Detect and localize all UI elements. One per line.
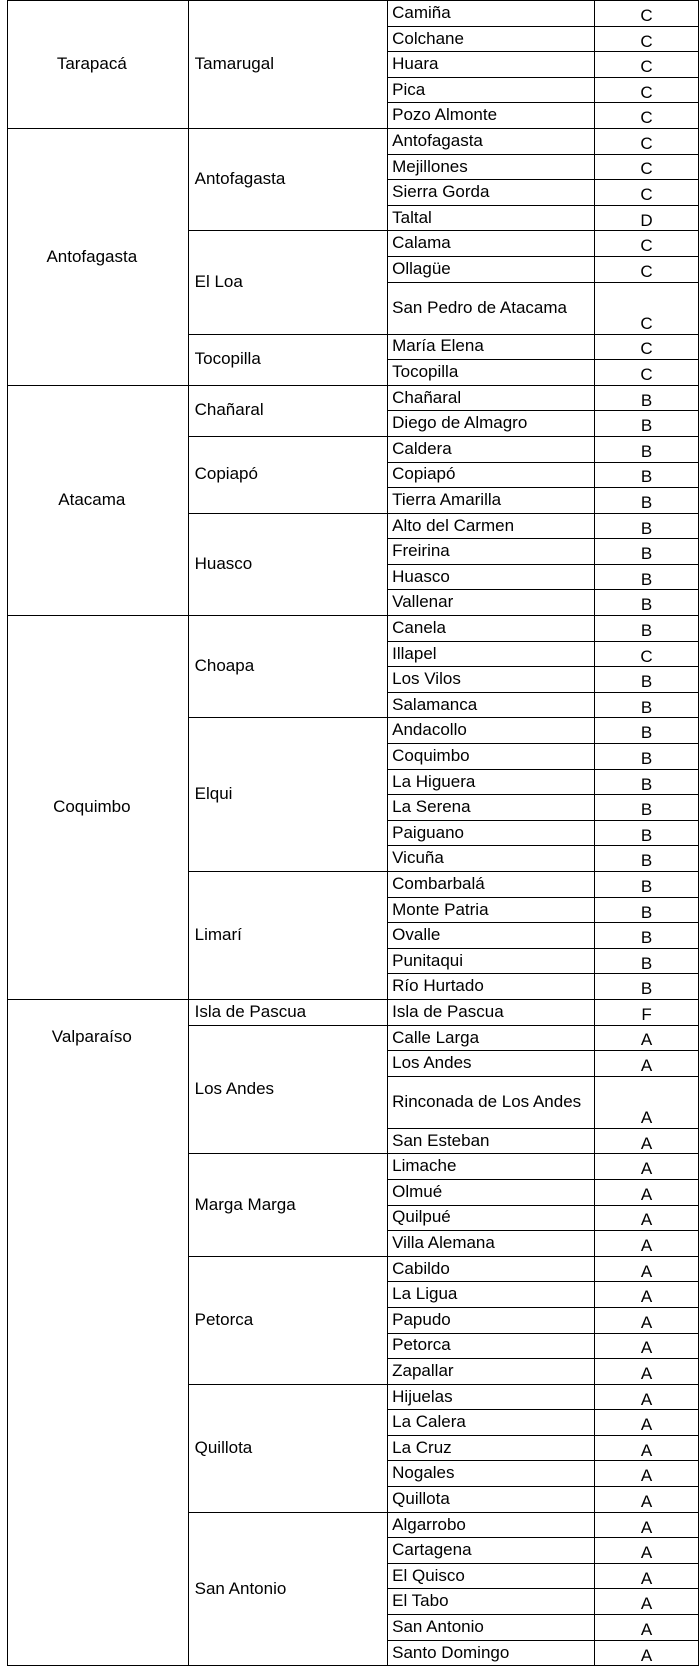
table-row <box>8 128 699 154</box>
commune-name: Los Andes <box>388 1051 595 1077</box>
province-name: Chañaral <box>194 400 264 420</box>
commune-name: Nogales <box>388 1461 595 1487</box>
zone-letter: B <box>595 948 699 974</box>
commune-name: Canela <box>388 616 595 642</box>
commune-name: La Ligua <box>388 1282 595 1308</box>
zone-letter: A <box>595 1076 699 1128</box>
province-name: Petorca <box>194 1309 254 1329</box>
commune-zone-table <box>7 0 699 1666</box>
commune-name: Algarrobo <box>388 1512 595 1538</box>
province-cell <box>188 1512 388 1666</box>
commune-name: Illapel <box>388 641 595 667</box>
zone-letter: A <box>595 1589 699 1615</box>
commune-name: San Pedro de Atacama <box>388 282 595 334</box>
province-name: Isla de Pascua <box>194 1001 307 1021</box>
zone-letter: B <box>595 462 699 488</box>
zone-letter: C <box>595 26 699 52</box>
province-cell <box>188 436 388 513</box>
commune-name: Salamanca <box>388 692 595 718</box>
zone-letter: C <box>595 103 699 129</box>
province-cell <box>188 334 388 385</box>
commune-name: Pozo Almonte <box>388 103 595 129</box>
zone-letter: A <box>595 1333 699 1359</box>
zone-letter: C <box>595 154 699 180</box>
commune-name: San Antonio <box>388 1615 595 1641</box>
province-name: Marga Marga <box>194 1194 296 1214</box>
zone-letter: A <box>595 1384 699 1410</box>
province-name: Limarí <box>194 925 242 945</box>
province-name: Los Andes <box>194 1079 275 1099</box>
zone-letter: C <box>595 52 699 78</box>
zone-letter: A <box>595 1231 699 1257</box>
commune-name: Mejillones <box>388 154 595 180</box>
region-cell <box>8 999 189 1665</box>
commune-name: Santo Domingo <box>388 1640 595 1666</box>
commune-name: Antofagasta <box>388 128 595 154</box>
province-name: Copiapó <box>194 464 258 484</box>
province-name: San Antonio <box>194 1578 287 1598</box>
commune-name: Isla de Pascua <box>388 999 595 1025</box>
commune-name: Huara <box>388 52 595 78</box>
province-name: Quillota <box>194 1437 253 1457</box>
region-cell <box>8 1 189 129</box>
province-cell <box>188 231 388 334</box>
region-cell <box>8 128 189 385</box>
zone-letter: C <box>595 256 699 282</box>
zone-letter: A <box>595 1563 699 1589</box>
zone-letter: A <box>595 1640 699 1666</box>
zone-letter: A <box>595 1435 699 1461</box>
commune-name: Coquimbo <box>388 744 595 770</box>
province-name: El Loa <box>194 272 243 292</box>
commune-name: Paiguano <box>388 820 595 846</box>
zone-letter: A <box>595 1615 699 1641</box>
commune-name: La Calera <box>388 1410 595 1436</box>
commune-name: Calle Larga <box>388 1025 595 1051</box>
zone-letter: B <box>595 590 699 616</box>
commune-name: Tierra Amarilla <box>388 488 595 514</box>
commune-name: Río Hurtado <box>388 974 595 1000</box>
province-name: Huasco <box>194 554 253 574</box>
commune-name: Papudo <box>388 1307 595 1333</box>
zone-letter: B <box>595 436 699 462</box>
commune-name: La Cruz <box>388 1435 595 1461</box>
zone-letter: C <box>595 282 699 334</box>
zone-letter: A <box>595 1205 699 1231</box>
province-cell <box>188 718 388 872</box>
region-name: Antofagasta <box>46 246 138 266</box>
commune-name: Quilpué <box>388 1205 595 1231</box>
zone-letter: C <box>595 77 699 103</box>
commune-name: El Quisco <box>388 1563 595 1589</box>
commune-name: La Serena <box>388 795 595 821</box>
commune-name: Petorca <box>388 1333 595 1359</box>
commune-name: Colchane <box>388 26 595 52</box>
commune-name: Olmué <box>388 1179 595 1205</box>
region-name: Coquimbo <box>53 797 131 817</box>
commune-name: Zapallar <box>388 1359 595 1385</box>
commune-name: Vallenar <box>388 590 595 616</box>
zone-letter: B <box>595 616 699 642</box>
zone-letter: B <box>595 897 699 923</box>
province-cell <box>188 1 388 129</box>
zone-letter: C <box>595 360 699 386</box>
region-cell <box>8 385 189 615</box>
zone-letter: C <box>595 180 699 206</box>
commune-name: Alto del Carmen <box>388 513 595 539</box>
commune-name: Rinconada de Los Andes <box>388 1076 595 1128</box>
commune-name: Caldera <box>388 436 595 462</box>
zone-letter: C <box>595 231 699 257</box>
zone-letter: A <box>595 1154 699 1180</box>
province-name: Choapa <box>194 656 255 676</box>
province-cell <box>188 999 388 1025</box>
commune-name: Diego de Almagro <box>388 411 595 437</box>
commune-name: Cartagena <box>388 1538 595 1564</box>
commune-name: Punitaqui <box>388 948 595 974</box>
commune-name: María Elena <box>388 334 595 360</box>
zone-letter: A <box>595 1025 699 1051</box>
zone-letter: A <box>595 1538 699 1564</box>
commune-name: Los Vilos <box>388 667 595 693</box>
commune-name: Sierra Gorda <box>388 180 595 206</box>
zone-letter: B <box>595 923 699 949</box>
commune-name: Chañaral <box>388 385 595 411</box>
zone-letter: B <box>595 539 699 565</box>
zone-letter: D <box>595 205 699 231</box>
commune-name: Quillota <box>388 1487 595 1513</box>
zone-letter: B <box>595 795 699 821</box>
zone-letter: A <box>595 1179 699 1205</box>
zone-letter: A <box>595 1051 699 1077</box>
zone-letter: A <box>595 1128 699 1154</box>
commune-name: Pica <box>388 77 595 103</box>
zone-letter: C <box>595 1 699 27</box>
commune-name: Monte Patria <box>388 897 595 923</box>
table-row <box>8 999 699 1025</box>
commune-name: Ovalle <box>388 923 595 949</box>
province-cell <box>188 513 388 615</box>
zone-letter: F <box>595 999 699 1025</box>
province-name: Tocopilla <box>194 349 261 369</box>
commune-name: Cabildo <box>388 1256 595 1282</box>
commune-name: El Tabo <box>388 1589 595 1615</box>
commune-name: San Esteban <box>388 1128 595 1154</box>
province-cell <box>188 1154 388 1256</box>
commune-name: Hijuelas <box>388 1384 595 1410</box>
region-name: Tarapacá <box>56 54 127 74</box>
zone-letter: C <box>595 641 699 667</box>
commune-name: Huasco <box>388 564 595 590</box>
zone-letter: B <box>595 385 699 411</box>
province-cell <box>188 1384 388 1512</box>
table-row <box>8 1 699 27</box>
zone-letter: A <box>595 1487 699 1513</box>
zone-letter: B <box>595 974 699 1000</box>
zone-letter: B <box>595 820 699 846</box>
zone-letter: A <box>595 1282 699 1308</box>
zone-letter: A <box>595 1256 699 1282</box>
zone-letter: B <box>595 769 699 795</box>
region-cell <box>8 616 189 1000</box>
zone-letter: B <box>595 846 699 872</box>
zone-letter: A <box>595 1512 699 1538</box>
zone-letter: B <box>595 564 699 590</box>
zone-letter: C <box>595 128 699 154</box>
commune-name: Ollagüe <box>388 256 595 282</box>
province-name: Elqui <box>194 784 233 804</box>
zone-letter: A <box>595 1410 699 1436</box>
region-name: Atacama <box>58 490 126 510</box>
zone-letter: B <box>595 488 699 514</box>
commune-name: Camiña <box>388 1 595 27</box>
commune-name: Limache <box>388 1154 595 1180</box>
commune-name: Copiapó <box>388 462 595 488</box>
zone-letter: B <box>595 411 699 437</box>
zone-letter: B <box>595 744 699 770</box>
zone-letter: B <box>595 513 699 539</box>
commune-name: Freirina <box>388 539 595 565</box>
commune-name: Andacollo <box>388 718 595 744</box>
province-name: Antofagasta <box>194 169 286 189</box>
province-cell <box>188 128 388 230</box>
commune-name: Combarbalá <box>388 872 595 898</box>
zone-letter: C <box>595 334 699 360</box>
commune-name: Vicuña <box>388 846 595 872</box>
province-cell <box>188 1025 388 1154</box>
zone-letter: A <box>595 1307 699 1333</box>
commune-name: Calama <box>388 231 595 257</box>
zone-letter: A <box>595 1461 699 1487</box>
table-row <box>8 616 699 642</box>
table-row <box>8 385 699 411</box>
province-cell <box>188 872 388 1000</box>
zone-letter: B <box>595 718 699 744</box>
province-name: Tamarugal <box>194 54 274 74</box>
zone-letter: B <box>595 667 699 693</box>
commune-name: Villa Alemana <box>388 1231 595 1257</box>
zone-letter: B <box>595 692 699 718</box>
zone-letter: A <box>595 1359 699 1385</box>
province-cell <box>188 385 388 436</box>
commune-name: Tocopilla <box>388 360 595 386</box>
commune-name: La Higuera <box>388 769 595 795</box>
province-cell <box>188 1256 388 1384</box>
region-name: Valparaíso <box>51 1026 132 1046</box>
zone-letter: B <box>595 872 699 898</box>
commune-name: Taltal <box>388 205 595 231</box>
province-cell <box>188 616 388 718</box>
